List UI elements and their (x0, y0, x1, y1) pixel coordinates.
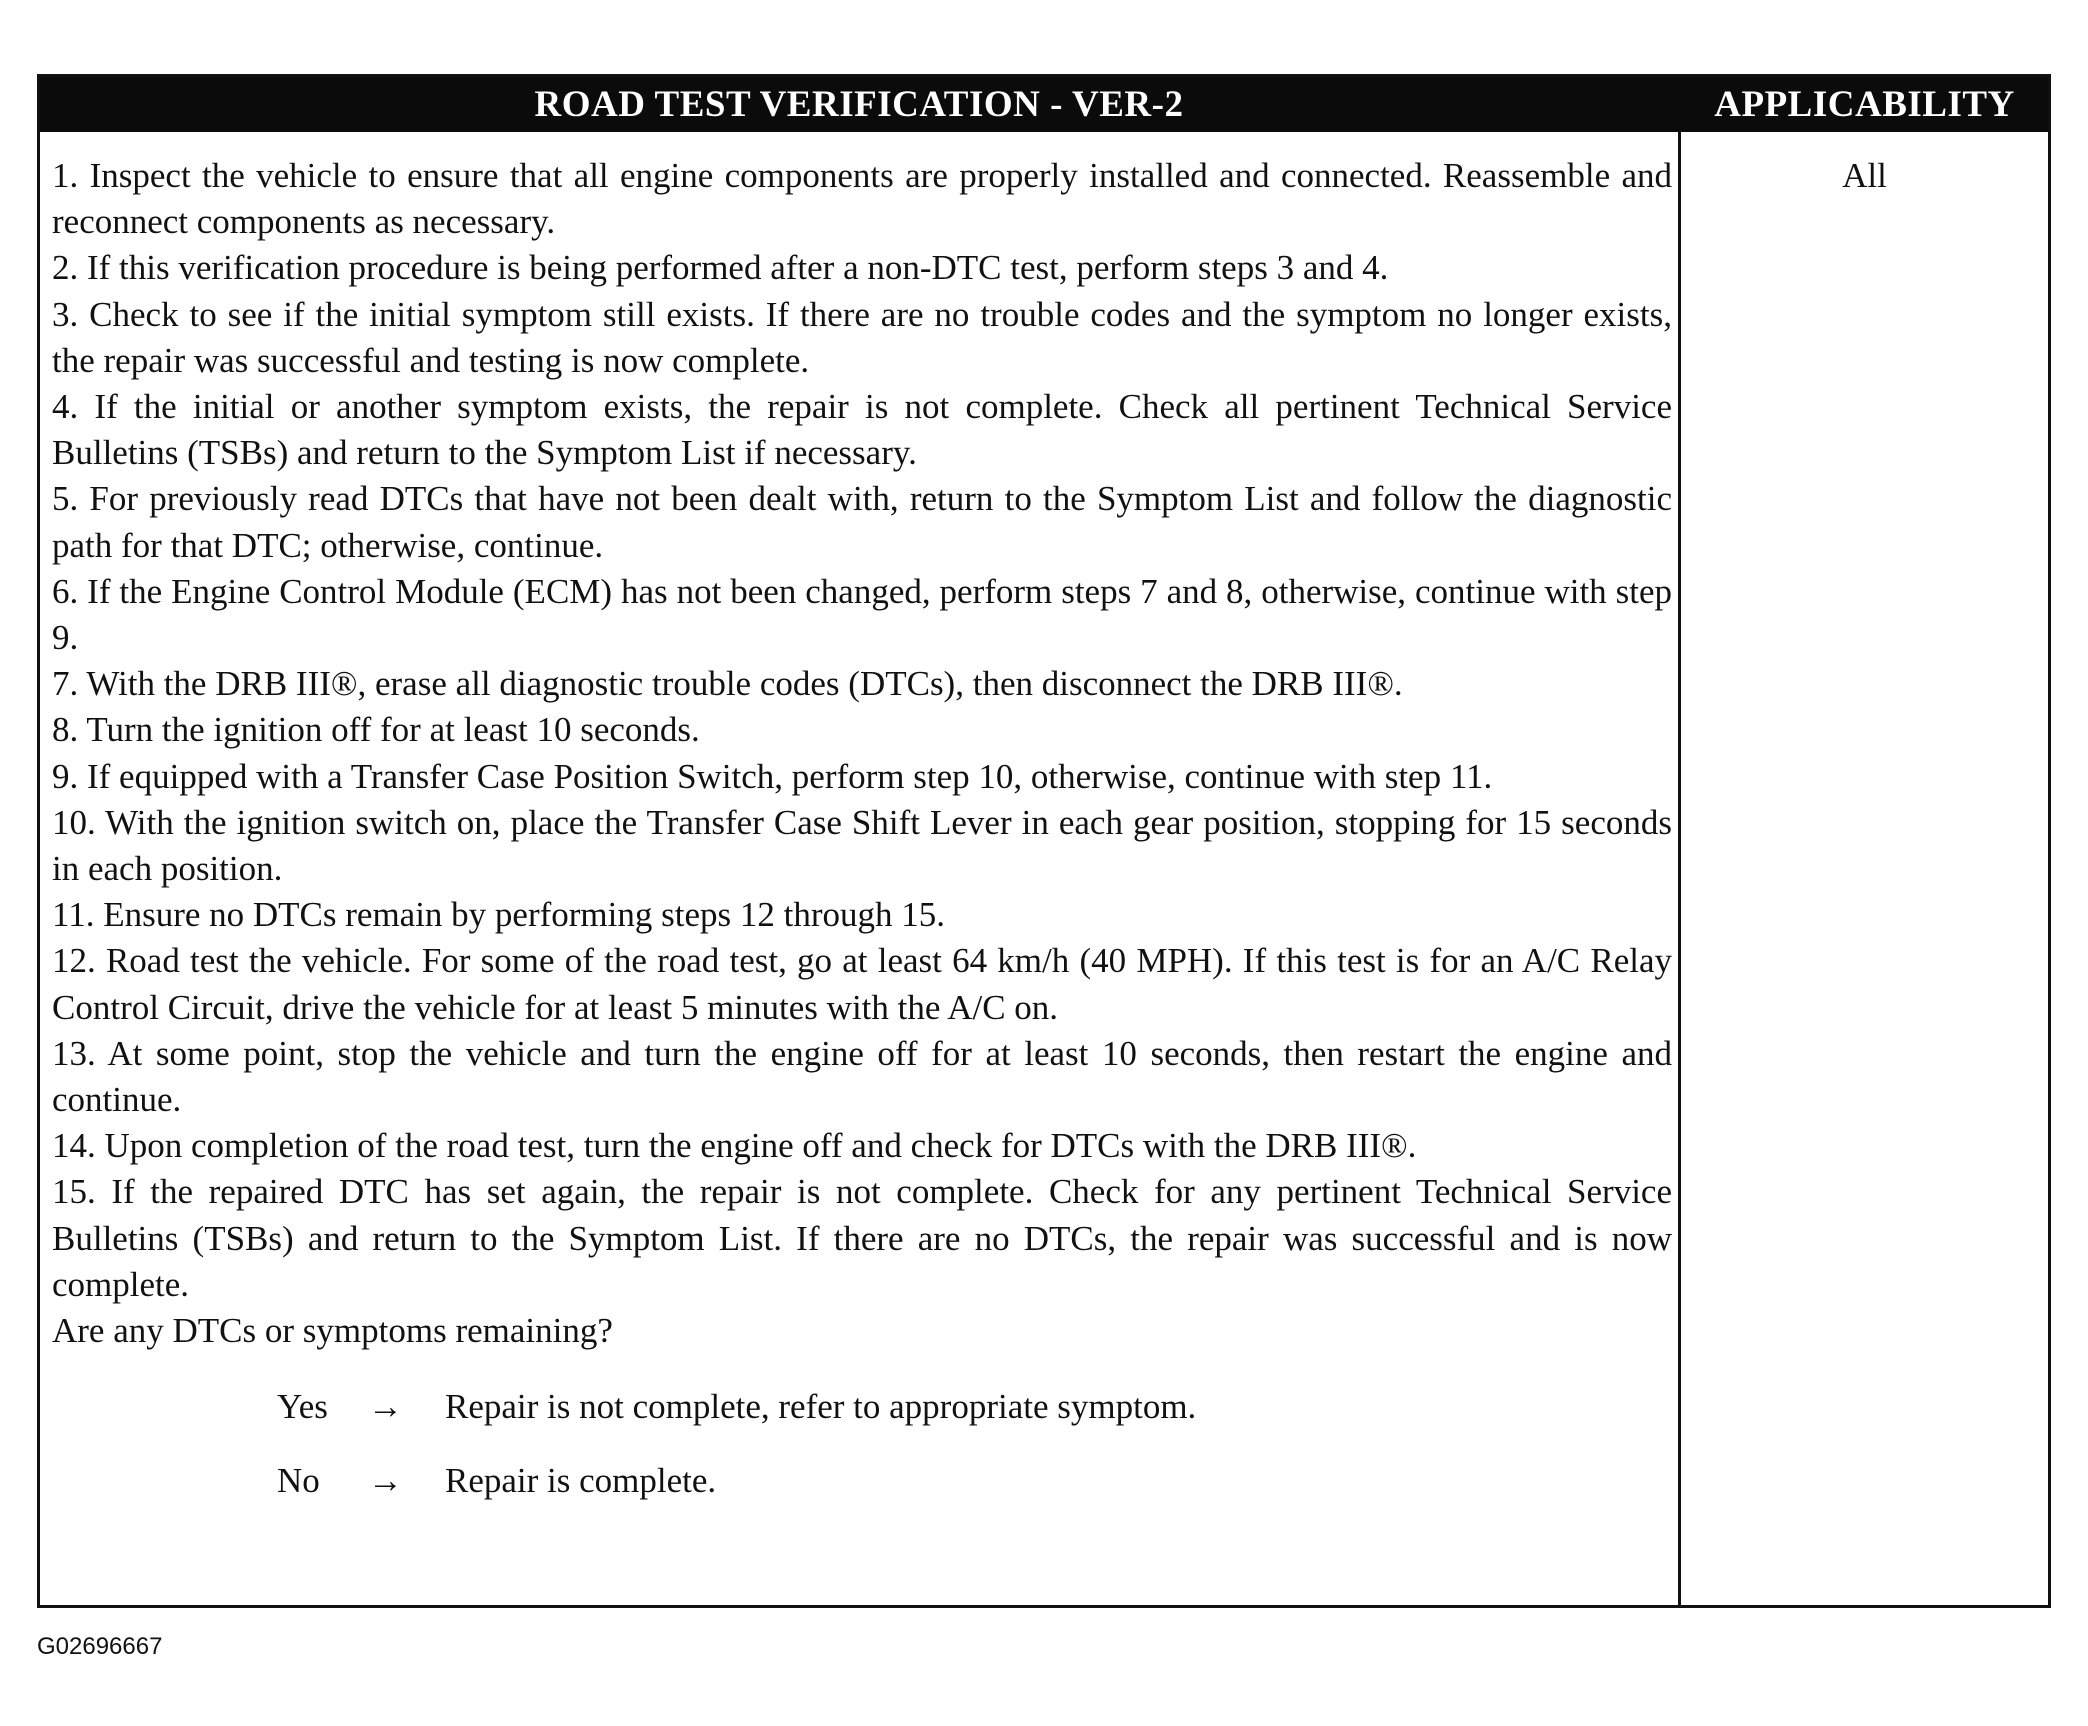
arrow-right-icon: → (368, 1387, 403, 1427)
column-divider (1678, 132, 1681, 1605)
applicability-value: All (1842, 156, 1887, 195)
step-3: 3. Check to see if the initial symptom still exists. If there are no trouble codes and the symptom no longer exists, the repair was successful and testing is now complete. (52, 294, 1672, 380)
applicability-heading: APPLICABILITY (1714, 84, 2015, 125)
procedure-title: ROAD TEST VERIFICATION - VER-2 (534, 84, 1184, 125)
answer-yes (52, 1370, 1672, 1444)
question: Are any DTCs or symptoms remaining? (52, 1311, 613, 1351)
arrow-right-icon: → (368, 1461, 403, 1501)
step-4: 4. If the initial or another symptom exists, the repair is not complete. Check all pertinent Technical Service Bulletins (TSBs) and return to the Symptom List if necessary. (52, 387, 1672, 473)
step-8: 8. Turn the ignition off for at least 10 seconds. (52, 710, 700, 750)
step-15: 15. If the repaired DTC has set again, the repair is not complete. Check for any pertinent Technical Service Bulletins (TSBs) and return to the Symptom List. If there are no DTCs, the repair was successful and is now complete. (52, 1172, 1672, 1304)
procedure-body (52, 153, 1672, 1518)
step-2: 2. If this verification procedure is being performed after a non-DTC test, perform steps 3 and 4. (52, 248, 1389, 288)
step-12: 12. Road test the vehicle. For some of the road test, go at least 64 km/h (40 MPH). If this test is for an A/C Relay Control Circuit, drive the vehicle for at least 5 minutes with the A/C on. (52, 941, 1672, 1027)
step-11: 11. Ensure no DTCs remain by performing steps 12 through 15. (52, 895, 946, 935)
step-10: 10. With the ignition switch on, place the Transfer Case Shift Lever in each gear position, stopping for 15 seconds in each position. (52, 802, 1672, 889)
table-header (40, 77, 2048, 132)
step-5: 5. For previously read DTCs that have not been dealt with, return to the Symptom List and follow the diagnostic path for that DTC; otherwise, continue. (52, 479, 1672, 565)
answer-no-label: No (277, 1461, 320, 1501)
step-1: 1. Inspect the vehicle to ensure that all engine components are properly installed and connected. Reassemble and reconnect components as necessary. (52, 156, 1672, 242)
step-9: 9. If equipped with a Transfer Case Position Switch, perform step 10, otherwise, continue with step 11. (52, 756, 1493, 796)
verification-table (37, 74, 2051, 1608)
answer-no-text: Repair is complete. (445, 1461, 717, 1501)
answer-yes-label: Yes (277, 1387, 328, 1427)
step-7: 7. With the DRB III®, erase all diagnostic trouble codes (DTCs), then disconnect the DRB III®. (52, 664, 1403, 704)
step-6: 6. If the Engine Control Module (ECM) has not been changed, perform steps 7 and 8, otherwise, continue with step 9. (52, 571, 1672, 658)
figure-id: G02696667 (37, 1633, 163, 1660)
step-13: 13. At some point, stop the vehicle and turn the engine off for at least 10 seconds, then restart the engine and continue. (52, 1033, 1672, 1120)
answer-no (52, 1444, 1672, 1518)
answer-yes-text: Repair is not complete, refer to appropriate symptom. (445, 1387, 1197, 1427)
step-14: 14. Upon completion of the road test, turn the engine off and check for DTCs with the DRB III®. (52, 1126, 1417, 1166)
answer-options (52, 1370, 1672, 1518)
